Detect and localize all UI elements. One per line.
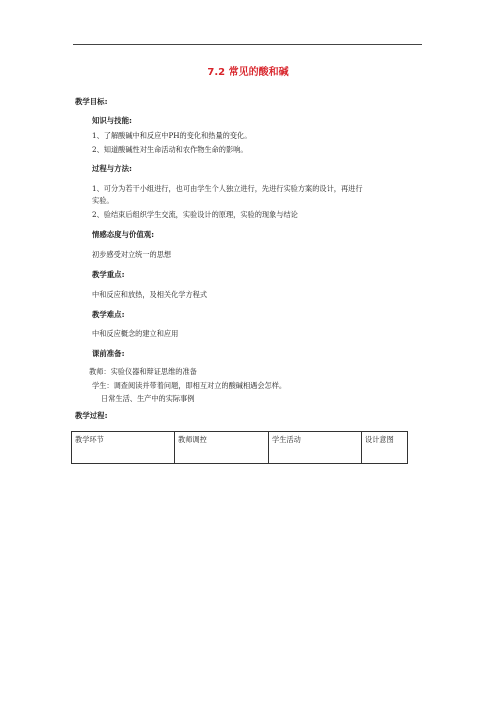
table-cell: 设计意图 xyxy=(362,432,408,464)
knowledge-item-1: 1、了解酸碱中和反应中PH的变化和热量的变化。 xyxy=(92,131,252,140)
process-item-2: 2、验结束后组织学生交流，实验设计的原理，实验的现象与结论 xyxy=(92,210,298,219)
attitude-heading: 情感态度与价值观: xyxy=(92,230,155,239)
key-points-text: 中和反应和放热，及相关化学方程式 xyxy=(92,290,208,299)
header-rule xyxy=(73,44,422,45)
process-item-1-cont: 实验。 xyxy=(92,196,114,205)
attitude-text: 初步感受对立统一的思想 xyxy=(92,250,172,259)
key-points-heading: 教学重点: xyxy=(92,270,125,279)
table-cell: 学生活动 xyxy=(269,432,362,464)
teaching-process-table xyxy=(71,431,408,464)
process-heading: 过程与方法: xyxy=(92,164,132,173)
table-cell: 教师调控 xyxy=(175,432,269,464)
table-cell: 教学环节 xyxy=(72,432,175,464)
document-title: 7.2 常见的酸和碱 xyxy=(207,67,289,78)
difficulties-heading: 教学难点: xyxy=(92,310,125,319)
difficulties-text: 中和反应概念的建立和应用 xyxy=(92,329,179,338)
preparation-teacher: 教师：实验仪器和辩证思维的准备 xyxy=(89,367,197,376)
knowledge-heading: 知识与技能: xyxy=(92,116,132,125)
preparation-student: 学生：调查阅读并带着问题，即相互对立的酸碱相遇会怎样。 xyxy=(92,381,287,390)
process-item-1: 1、可分为若干小组进行，也可由学生个人独立进行，先进行实验方案的设计，再进行 xyxy=(92,184,363,193)
process-section-heading: 教学过程: xyxy=(75,411,108,420)
objectives-heading: 教学目标: xyxy=(75,97,108,106)
preparation-heading: 课前准备: xyxy=(92,349,125,358)
knowledge-item-2: 2、知道酸碱性对生命活动和农作物生命的影响。 xyxy=(92,145,248,154)
table-header-row xyxy=(72,432,408,464)
preparation-daily: 日常生活、生产中的实际事例 xyxy=(101,394,195,403)
